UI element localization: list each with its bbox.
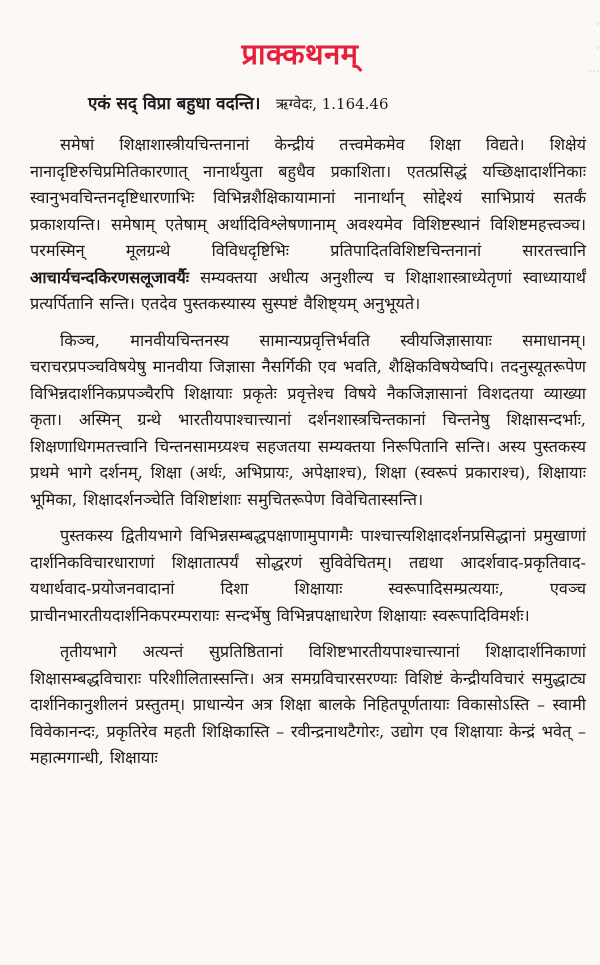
paragraph-1 xyxy=(30,132,586,318)
bleed-line: , xyxy=(596,37,600,51)
bleed-line: , xyxy=(596,13,600,27)
epigraph xyxy=(88,92,588,116)
epigraph-text: एकं सद् विप्रा बहुधा वदन्ति। xyxy=(88,94,261,114)
bleed-line: ... xyxy=(588,61,600,75)
paragraph-2: किञ्च, मानवीयचिन्तनस्य सामान्यप्रवृत्तिर्भवति स्वीयजिज्ञासायाः समाधानम्। चराचरप्रपञ्चविषयेषु मानवीया जिज्ञासा नैसर्गिकी एव भवति, शैक्षिकविषयेष्वपि। तदनुस्यूतरूपेण विभिन्नदार्शनिकप्रपञ्चैरपि शिक्षायाः प्रकृतेः प्रवृत्तेश्च विषये नैकजिज्ञासानां विशदतया व्याख्या कृता। अस्मिन् ग्रन्थे भारतीयपाश्चात्त्यानां दर्शनशास्त्रचिन्तकानां चिन्तनेषु शिक्षासन्दर्भाः, शिक्षणाधिगमतत्त्वानि चिन्तनसामग्र्यश्च सहजतया सम्यक्तया निरूपितानि सन्ति। अस्य पुस्तकस्य प्रथमे भागे दर्शनम्, शिक्षा (अर्थः, अभिप्रायः, अपेक्षाश्च), शिक्षा (स्वरूपं प्रकाराश्च), शिक्षायाः भूमिका, शिक्षादर्शनञ्चेति विशिष्टांशाः समुचितरूपेण विवेचितास्सन्ति। xyxy=(30,330,586,509)
body-text xyxy=(30,132,586,782)
paragraph-1-text-b: सम्यक्तया अधीत्य अनुशील्य च शिक्षाशास्त्राध्येतृणां स्वाध्यायार्थं प्रत्यर्पितानि सन्ति। एतदेव पुस्तकस्यास्य सुस्पष्टं वैशिष्ट्यम् अनुभूयते। xyxy=(30,267,586,313)
paragraph-3: पुस्तकस्य द्वितीयभागे विभिन्नसम्बद्धपक्षाणामुपागमैः पाश्चात्त्यशिक्षादर्शनप्रसिद्धानां प्रमुखाणां दार्शनिकविचारधाराणां शिक्षातात्पर्यं सोद्धरणं सुविवेचितम्। तद्यथा आदर्शवाद-प्रकृतिवाद-यथार्थवाद-प्रयोजनवादानां दिशा शिक्षायाः स्वरूपादिसम्प्रत्ययाः, एवञ्च प्राचीनभारतीयदार्शनिकपरम्परायाः सन्दर्भेषु विभिन्नपक्षाधारेण शिक्षायाः स्वरूपादिविमर्शः। xyxy=(30,526,586,625)
paragraph-4: तृतीयभागे अत्यन्तं सुप्रतिष्ठितानां विशिष्टभारतीयपाश्चात्त्यानां शिक्षादार्शनिकाणां शिक्षासम्बद्धविचाराः परिशीलितास्सन्ति। अत्र समग्रविचारसरण्याः विशिष्टं केन्द्रीयविचारं समुद्धाट्य दार्शनिकानुशीलनं प्रस्तुतम्। प्राधान्येन अत्र शिक्षा बालके निहितपूर्णतायाः विकासोऽस्ति – स्वामी विवेकानन्दः, प्रकृतिरेव महती शिक्षिकास्ति – रवीन्द्रनाथटैगोरः, उद्योग एव शिक्षायाः केन्द्रं भवेत् – महात्मगान्धी, शिक्षायाः xyxy=(30,642,586,767)
epigraph-source: ऋग्वेदः, 1.164.46 xyxy=(275,95,389,113)
paragraph-1-text-a: समेषां शिक्षाशास्त्रीयचिन्तनानां केन्द्रीयं तत्त्वमेकमेव शिक्षा विद्यते। शिक्षेयं नानादृष्टिरुचिप्रमितिकारणात् नानार्थयुता बहुधैव प्रकाशिता। एतत्प्रसिद्धं यच्छिक्षादार्शनिकाः स्वानुभवचिन्तनदृष्टिधारणाभिः विभिन्नशैक्षिकायामानां नानार्थान् सोद्देश्यं साभिप्रायं सतर्कं प्रकाशयन्ति। समेषाम् एतेषाम् अर्थादिविश्लेषणानाम् अवश्यमेव विशिष्टस्थानं विशिष्टमहत्त्वञ्च। परमस्मिन् मूलग्रन्थे विविधदृष्टिभिः प्रतिपादितविशिष्टचिन्तनानां सारतत्त्वानि xyxy=(30,135,586,260)
paragraph-1-author: आचार्यचन्दकिरणसलूजावर्यैः xyxy=(30,267,190,287)
page-title: प्राक्कथनम् xyxy=(241,37,359,71)
